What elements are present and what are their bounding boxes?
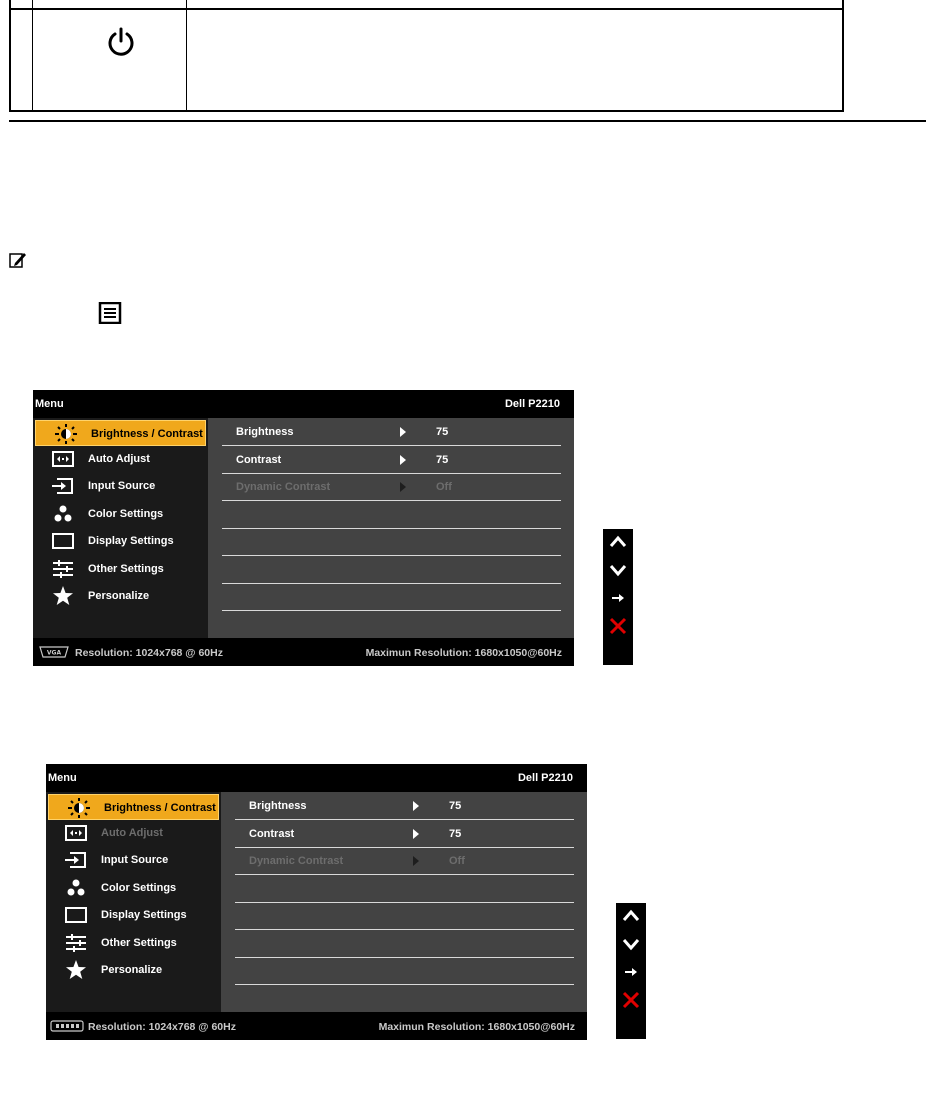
current-resolution: Resolution: 1024x768 @ 60Hz	[88, 1021, 236, 1033]
display-settings-icon	[51, 531, 75, 551]
sidebar-item-label: Brightness / Contrast	[91, 428, 203, 440]
setting-name: Dynamic Contrast	[249, 855, 344, 867]
setting-row-contrast[interactable]	[235, 820, 574, 848]
sidebar-item-brightness-contrast[interactable]	[35, 420, 206, 446]
display-settings-icon	[64, 905, 88, 925]
setting-row-contrast[interactable]	[222, 446, 561, 474]
setting-row-empty	[222, 501, 561, 529]
setting-row-empty	[235, 957, 574, 985]
sidebar-item-other-settings[interactable]	[33, 556, 208, 582]
sidebar-item-label: Display Settings	[88, 535, 174, 547]
setting-row-brightness[interactable]	[222, 418, 561, 446]
setting-row-empty	[222, 556, 561, 584]
sidebar-item-personalize[interactable]	[33, 583, 208, 609]
submenu-arrow-icon	[413, 856, 419, 866]
power-icon	[105, 26, 137, 58]
enter-arrow-icon[interactable]	[622, 963, 640, 981]
table-column-divider	[186, 0, 187, 110]
sidebar-item-display-settings[interactable]	[46, 902, 221, 928]
auto-adjust-icon	[64, 823, 88, 843]
osd-model-name: Dell P2210	[517, 772, 573, 784]
setting-value: Off	[449, 855, 465, 867]
sidebar-item-label: Personalize	[88, 590, 150, 602]
osd-sidebar	[33, 418, 208, 638]
dvi-connector-icon	[50, 1020, 84, 1032]
setting-row-empty	[235, 875, 574, 903]
table-row-divider	[11, 8, 842, 10]
max-resolution: Maximun Resolution: 1680x1050@60Hz	[378, 1021, 575, 1033]
up-arrow-icon[interactable]	[609, 533, 627, 551]
setting-row-brightness[interactable]	[235, 792, 574, 820]
setting-row-dynamic-contrast[interactable]	[235, 847, 574, 875]
sidebar-item-color-settings[interactable]	[33, 501, 208, 527]
auto-adjust-icon	[51, 449, 75, 469]
sidebar-item-input-source[interactable]	[33, 473, 208, 499]
brightness-icon	[67, 798, 91, 818]
sidebar-item-label: Color Settings	[101, 882, 177, 894]
button-description-table	[9, 0, 844, 112]
color-settings-icon	[64, 878, 88, 898]
osd-header	[46, 764, 587, 792]
menu-button-icon	[98, 302, 122, 324]
sidebar-item-other-settings[interactable]	[46, 930, 221, 956]
input-source-icon	[64, 850, 88, 870]
star-icon	[64, 960, 88, 980]
section-rule	[9, 120, 926, 122]
sidebar-item-color-settings[interactable]	[46, 875, 221, 901]
setting-name: Contrast	[249, 828, 295, 840]
sidebar-item-label: Brightness / Contrast	[104, 802, 216, 814]
sidebar-item-auto-adjust[interactable]	[46, 820, 221, 846]
submenu-arrow-icon	[400, 427, 406, 437]
setting-value: 75	[449, 828, 462, 840]
sidebar-item-label: Input Source	[88, 480, 156, 492]
osd-settings-area	[221, 792, 587, 1012]
setting-row-empty	[235, 930, 574, 958]
sidebar-item-display-settings[interactable]	[33, 528, 208, 554]
brightness-icon	[54, 424, 78, 444]
sidebar-item-personalize[interactable]	[46, 957, 221, 983]
down-arrow-icon[interactable]	[609, 561, 627, 579]
sidebar-item-label: Other Settings	[88, 563, 164, 575]
submenu-arrow-icon	[413, 801, 419, 811]
submenu-arrow-icon	[400, 482, 406, 492]
setting-name: Brightness	[236, 426, 294, 438]
submenu-arrow-icon	[400, 455, 406, 465]
sidebar-item-input-source[interactable]	[46, 847, 221, 873]
svg-text:VGA: VGA	[46, 649, 62, 657]
osd-button-strip	[616, 903, 646, 1039]
sidebar-item-label: Display Settings	[101, 909, 187, 921]
max-resolution: Maximun Resolution: 1680x1050@60Hz	[365, 647, 562, 659]
osd-menu-panel	[46, 764, 587, 1040]
osd-footer	[33, 638, 574, 666]
osd-header	[33, 390, 574, 418]
down-arrow-icon[interactable]	[622, 935, 640, 953]
setting-name: Dynamic Contrast	[236, 481, 331, 493]
submenu-arrow-icon	[413, 829, 419, 839]
setting-value: 75	[449, 800, 462, 812]
osd-menu-title: Menu	[48, 772, 77, 784]
setting-value: 75	[436, 426, 449, 438]
setting-value: 75	[436, 454, 449, 466]
input-source-icon	[51, 476, 75, 496]
color-settings-icon	[51, 504, 75, 524]
star-icon	[51, 586, 75, 606]
osd-sidebar	[46, 792, 221, 1012]
osd-menu-title: Menu	[35, 398, 64, 410]
osd-settings-area	[208, 418, 574, 638]
up-arrow-icon[interactable]	[622, 907, 640, 925]
setting-row-empty	[235, 902, 574, 930]
exit-x-icon[interactable]	[622, 991, 640, 1009]
vga-connector-icon	[37, 646, 71, 658]
osd-menu-panel	[33, 390, 574, 666]
osd-footer	[46, 1012, 587, 1040]
setting-row-empty	[222, 583, 561, 611]
other-settings-icon	[51, 559, 75, 579]
sidebar-item-brightness-contrast[interactable]	[48, 794, 219, 820]
exit-x-icon[interactable]	[609, 617, 627, 635]
osd-button-strip	[603, 529, 633, 665]
sidebar-item-label: Color Settings	[88, 508, 164, 520]
setting-name: Brightness	[249, 800, 307, 812]
sidebar-item-label: Auto Adjust	[88, 453, 150, 465]
setting-name: Contrast	[236, 454, 282, 466]
note-icon	[9, 251, 27, 269]
sidebar-item-auto-adjust[interactable]	[33, 446, 208, 472]
table-column-divider	[32, 0, 33, 110]
sidebar-item-label: Other Settings	[101, 937, 177, 949]
sidebar-item-label: Personalize	[101, 964, 163, 976]
sidebar-item-label: Input Source	[101, 854, 169, 866]
osd-model-name: Dell P2210	[504, 398, 560, 410]
sidebar-item-label: Auto Adjust	[101, 827, 163, 839]
setting-row-empty	[222, 528, 561, 556]
current-resolution: Resolution: 1024x768 @ 60Hz	[75, 647, 223, 659]
setting-row-dynamic-contrast[interactable]	[222, 473, 561, 501]
setting-value: Off	[436, 481, 452, 493]
other-settings-icon	[64, 933, 88, 953]
enter-arrow-icon[interactable]	[609, 589, 627, 607]
